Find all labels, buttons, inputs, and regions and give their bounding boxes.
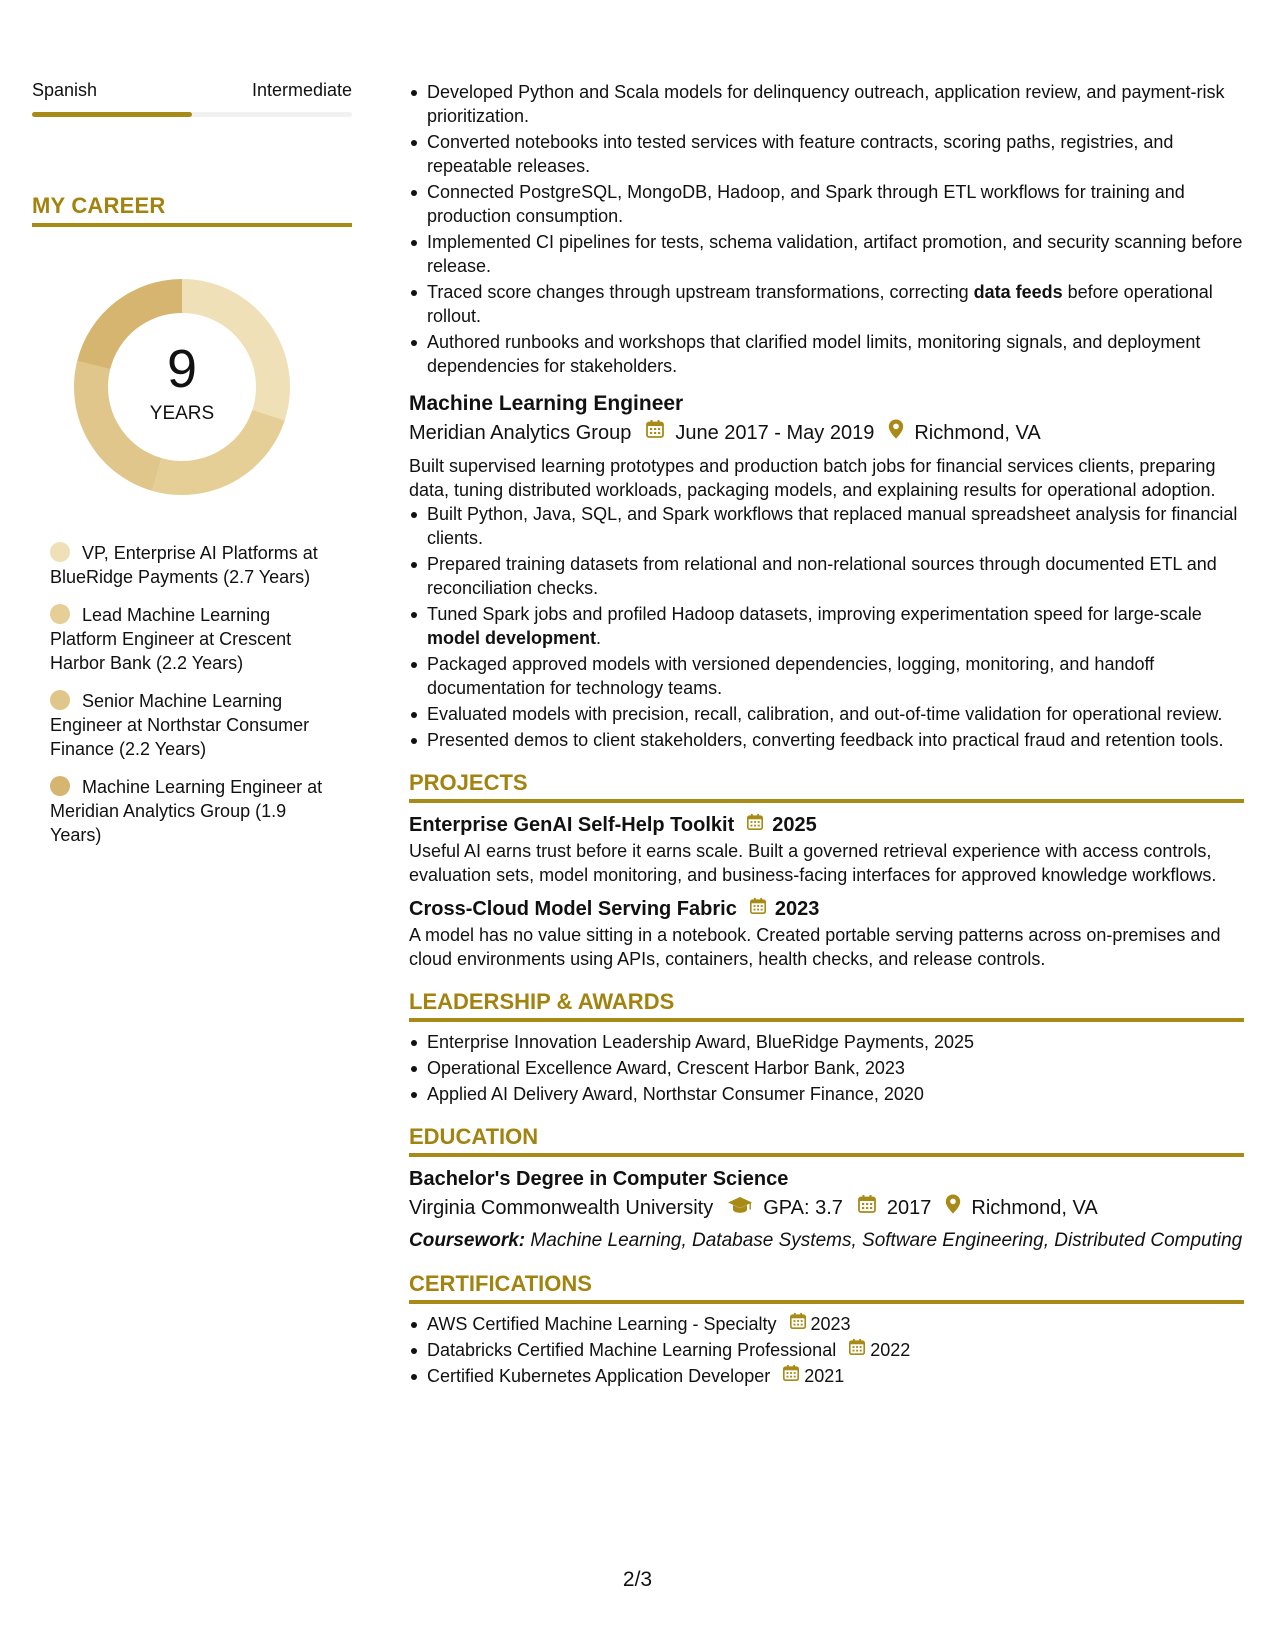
education-meta: [409, 1193, 1244, 1223]
calendar-icon: [782, 1364, 800, 1388]
degree-name: Bachelor's Degree in Computer Science: [409, 1168, 789, 1190]
award-item: Applied AI Delivery Award, Northstar Consumer Finance, 2020: [427, 1082, 1244, 1106]
calendar-icon: [645, 418, 665, 448]
awards-heading: LEADERSHIP & AWARDS: [409, 989, 1244, 1022]
career-legend-item: [50, 603, 340, 675]
job-location: Richmond, VA: [914, 422, 1041, 444]
project-title: Cross-Cloud Model Serving Fabric: [409, 898, 737, 920]
legend-color-dot: [50, 542, 70, 562]
location-pin-icon: [945, 1193, 961, 1223]
certification-name: Databricks Certified Machine Learning Professional: [427, 1340, 837, 1360]
career-total-years: 9: [166, 339, 198, 399]
career-heading: MY CAREER: [32, 193, 352, 227]
career-legend-item: [50, 541, 340, 589]
certification-name: AWS Certified Machine Learning - Specialty: [427, 1314, 777, 1334]
legend-label: Lead Machine Learning Platform Engineer at Crescent Harbor Bank (2.2 Years): [50, 605, 292, 673]
career-legend: [50, 541, 340, 847]
bullet-keyword: data feeds: [973, 282, 1063, 302]
bullet-item: Developed Python and Scala models for delinquency outreach, application review, and payment-risk prioritization.: [427, 80, 1244, 128]
job-dates: June 2017 - May 2019: [675, 422, 875, 444]
certification-name: Certified Kubernetes Application Developer: [427, 1366, 771, 1386]
bullet-item: Connected PostgreSQL, MongoDB, Hadoop, and Spark through ETL workflows for training and production consumption.: [427, 180, 1244, 228]
page-number: 2/3: [622, 1568, 653, 1591]
bullet-item: Authored runbooks and workshops that clarified model limits, monitoring signals, and deployment dependencies for stakeholders.: [427, 330, 1244, 378]
calendar-icon: [789, 1312, 807, 1336]
location-pin-icon: [888, 418, 904, 448]
certification-item: [427, 1312, 1244, 1336]
legend-color-dot: [50, 604, 70, 624]
bullet-text: before operational rollout.: [427, 282, 1213, 326]
donut-center: [62, 267, 302, 507]
bullet-keyword: model development: [427, 628, 597, 648]
language-name: Spanish: [32, 80, 98, 100]
job-company: Meridian Analytics Group: [409, 422, 632, 444]
certification-item: [427, 1338, 1244, 1362]
legend-label: Senior Machine Learning Engineer at Northstar Consumer Finance (2.2 Years): [50, 691, 310, 759]
project-title-row: [409, 895, 1244, 923]
language-proficiency-fill: [32, 112, 192, 117]
bullet-text: Tuned Spark jobs and profiled Hadoop datasets, improving experimentation speed for large-scale: [427, 604, 1202, 624]
certification-year: 2021: [804, 1366, 845, 1386]
legend-color-dot: [50, 690, 70, 710]
job-bullets: [409, 502, 1244, 752]
education-gpa: GPA: 3.7: [763, 1197, 843, 1219]
calendar-icon: [857, 1193, 877, 1223]
certifications-list: [409, 1312, 1244, 1388]
project-description: Useful AI earns trust before it earns scale. Built a governed retrieval experience with access controls, evaluation sets, model monitoring, and business-facing interfaces for approved knowledge workflows.: [409, 841, 1217, 885]
bullet-item: Implemented CI pipelines for tests, schema validation, artifact promotion, and security scanning before release.: [427, 232, 1243, 276]
certification-year: 2022: [870, 1340, 911, 1360]
bullet-item: Built Python, Java, SQL, and Spark workflows that replaced manual spreadsheet analysis for financial clients.: [427, 502, 1244, 550]
sidebar: [32, 78, 352, 861]
certification-line: [427, 1364, 844, 1388]
education-school: Virginia Commonwealth University: [409, 1197, 714, 1219]
certification-line: [427, 1338, 910, 1362]
project-description: A model has no value sitting in a notebook. Created portable serving patterns across on-premises and cloud environments using APIs, containers, health checks, and release controls.: [409, 925, 1221, 969]
main-content: [409, 80, 1244, 1390]
career-donut-chart: [62, 267, 302, 507]
education-heading: EDUCATION: [409, 1124, 1244, 1157]
job-meta: [409, 418, 1244, 448]
bullet-item: Prepared training datasets from relational and non-relational sources through documented ETL and reconciliation checks.: [427, 552, 1244, 600]
bullet-item: Converted notebooks into tested services with feature contracts, scoring paths, registries, and repeatable releases.: [427, 130, 1244, 178]
legend-label: VP, Enterprise AI Platforms at BlueRidge Payments (2.7 Years): [50, 543, 318, 587]
previous-job-bullets: [409, 80, 1244, 378]
bullet-item: Evaluated models with precision, recall, calibration, and out-of-time validation for operational review.: [427, 702, 1244, 726]
career-legend-item: [50, 689, 340, 761]
bullet-item: Packaged approved models with versioned dependencies, logging, monitoring, and handoff documentation for technology teams.: [427, 652, 1244, 700]
language-row: [32, 78, 352, 102]
education-coursework: [409, 1229, 1244, 1253]
projects-heading: PROJECTS: [409, 770, 1244, 803]
legend-label: Machine Learning Engineer at Meridian Analytics Group (1.9 Years): [50, 777, 323, 845]
graduation-cap-icon: [727, 1193, 753, 1223]
projects-list: [409, 811, 1244, 971]
bullet-item: Presented demos to client stakeholders, converting feedback into practical fraud and retention tools.: [427, 728, 1244, 752]
calendar-icon: [848, 1338, 866, 1362]
certification-line: [427, 1312, 851, 1336]
education-year: 2017: [886, 1197, 932, 1219]
coursework-label: Coursework:: [409, 1230, 526, 1251]
bullet-text: .: [596, 628, 602, 648]
education-location: Richmond, VA: [971, 1197, 1098, 1219]
career-years-unit: YEARS: [149, 403, 215, 424]
language-level: Intermediate: [251, 80, 352, 100]
project-year: 2025: [772, 814, 817, 836]
project-title: Enterprise GenAI Self-Help Toolkit: [409, 814, 735, 836]
coursework-list: Machine Learning, Database Systems, Software Engineering, Distributed Computing: [530, 1230, 1243, 1251]
calendar-icon: [746, 811, 764, 839]
award-item: Enterprise Innovation Leadership Award, BlueRidge Payments, 2025: [427, 1030, 1244, 1054]
certification-item: [427, 1364, 1244, 1388]
awards-list: [409, 1030, 1244, 1106]
certifications-heading: CERTIFICATIONS: [409, 1271, 1244, 1304]
education-degree: [409, 1165, 1244, 1193]
bullet-item: [427, 280, 1244, 328]
calendar-icon: [749, 895, 767, 923]
job-summary: Built supervised learning prototypes and production batch jobs for financial services clients, preparing data, tuning distributed workloads, packaging models, and explaining results for operational adoption.: [409, 456, 1216, 500]
career-legend-item: [50, 775, 340, 847]
bullet-item: [427, 602, 1244, 650]
bullet-text: Traced score changes through upstream transformations, correcting: [427, 282, 974, 302]
award-item: Operational Excellence Award, Crescent Harbor Bank, 2023: [427, 1056, 1244, 1080]
project-title-row: [409, 811, 1244, 839]
legend-color-dot: [50, 776, 70, 796]
certification-year: 2023: [810, 1314, 851, 1334]
job-title: Machine Learning Engineer: [409, 392, 684, 415]
project-year: 2023: [774, 898, 820, 920]
language-proficiency-bar: [32, 112, 352, 117]
